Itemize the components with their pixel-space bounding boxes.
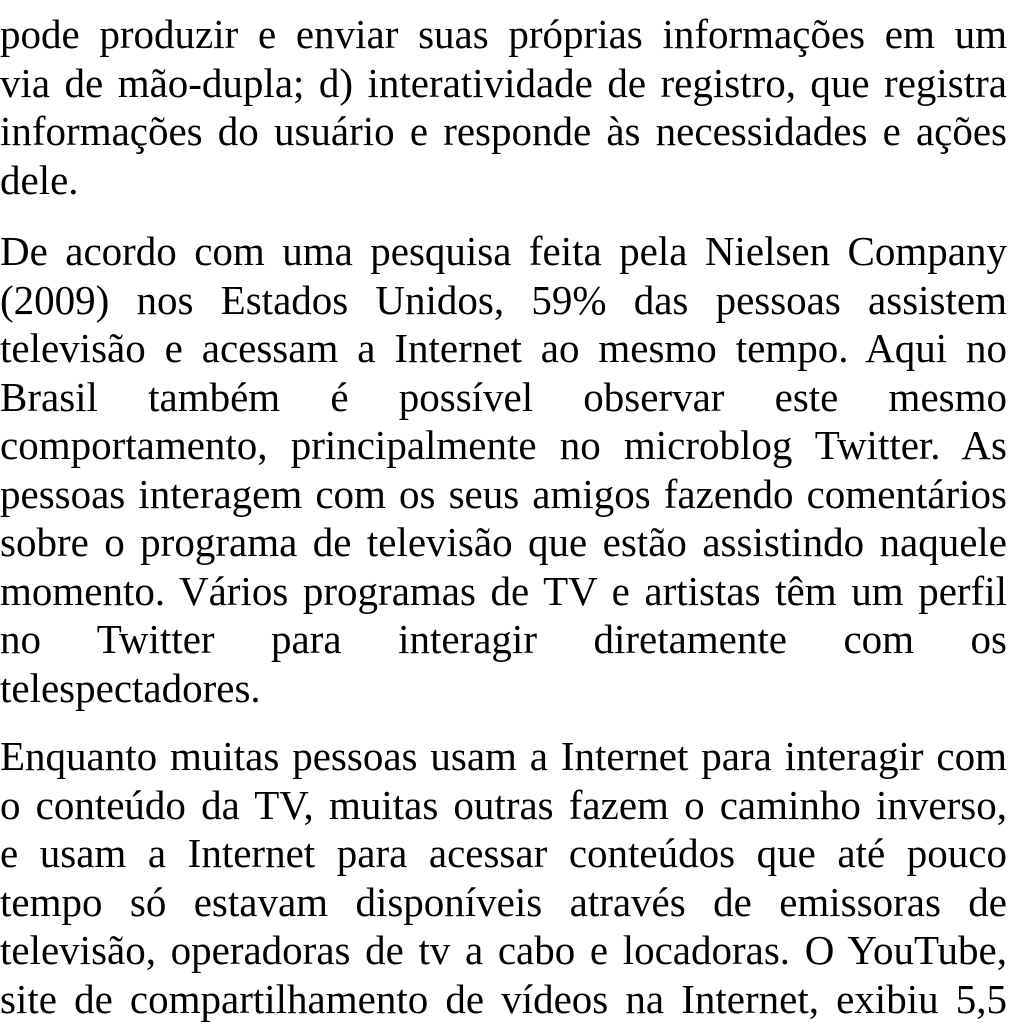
- paragraph-line: Enquanto muitas pessoas usam a Internet para interagir com: [0, 733, 1007, 779]
- paragraph-line: dele.: [0, 156, 79, 203]
- paragraph-line: (2009) nos Estados Unidos, 59% das pessoas assistem: [0, 276, 1007, 323]
- paragraph-line: tempo só estavam disponíveis através de emissoras de: [0, 878, 1007, 925]
- paragraph-line: no Twitter para interagir diretamente com os: [0, 616, 1007, 662]
- paragraph-line: telespectadores.: [0, 664, 261, 711]
- paragraph-line: sobre o programa de televisão que estão assistindo naquele: [0, 519, 1007, 565]
- paragraph-line: De acordo com uma pesquisa feita pela Nielsen Company: [0, 228, 1007, 274]
- paragraph-line: informações do usuário e responde às necessidades e ações: [0, 108, 1007, 154]
- paragraph-line: e usam a Internet para acessar conteúdos que até pouco: [0, 830, 1007, 876]
- paragraph-line: comportamento, principalmente no microblog Twitter. As: [0, 422, 1007, 468]
- paragraph-interactivity: [0, 10, 1007, 204]
- paragraph-line: via de mão-dupla; d) interatividade de registro, que registra: [0, 59, 1007, 106]
- paragraph-line: Brasil também é possível observar este mesmo: [0, 373, 1007, 420]
- paragraph-line: pode produzir e enviar suas próprias informações em um: [0, 11, 1007, 57]
- paragraph-youtube: [0, 732, 1007, 1023]
- paragraph-line: site de compartilhamento de vídeos na Internet, exibiu 5,5: [0, 975, 1007, 1022]
- paragraph-line: televisão, operadoras de tv a cabo e locadoras. O YouTube,: [0, 927, 1007, 973]
- paragraph-line: o conteúdo da TV, muitas outras fazem o caminho inverso,: [0, 781, 1007, 828]
- paragraph-line: pessoas interagem com os seus amigos fazendo comentários: [0, 470, 1007, 517]
- paragraph-line: televisão e acessam a Internet ao mesmo tempo. Aqui no: [0, 325, 1007, 371]
- paragraph-line: momento. Vários programas de TV e artistas têm um perfil: [0, 567, 1007, 614]
- paragraph-nielsen: [0, 227, 1007, 712]
